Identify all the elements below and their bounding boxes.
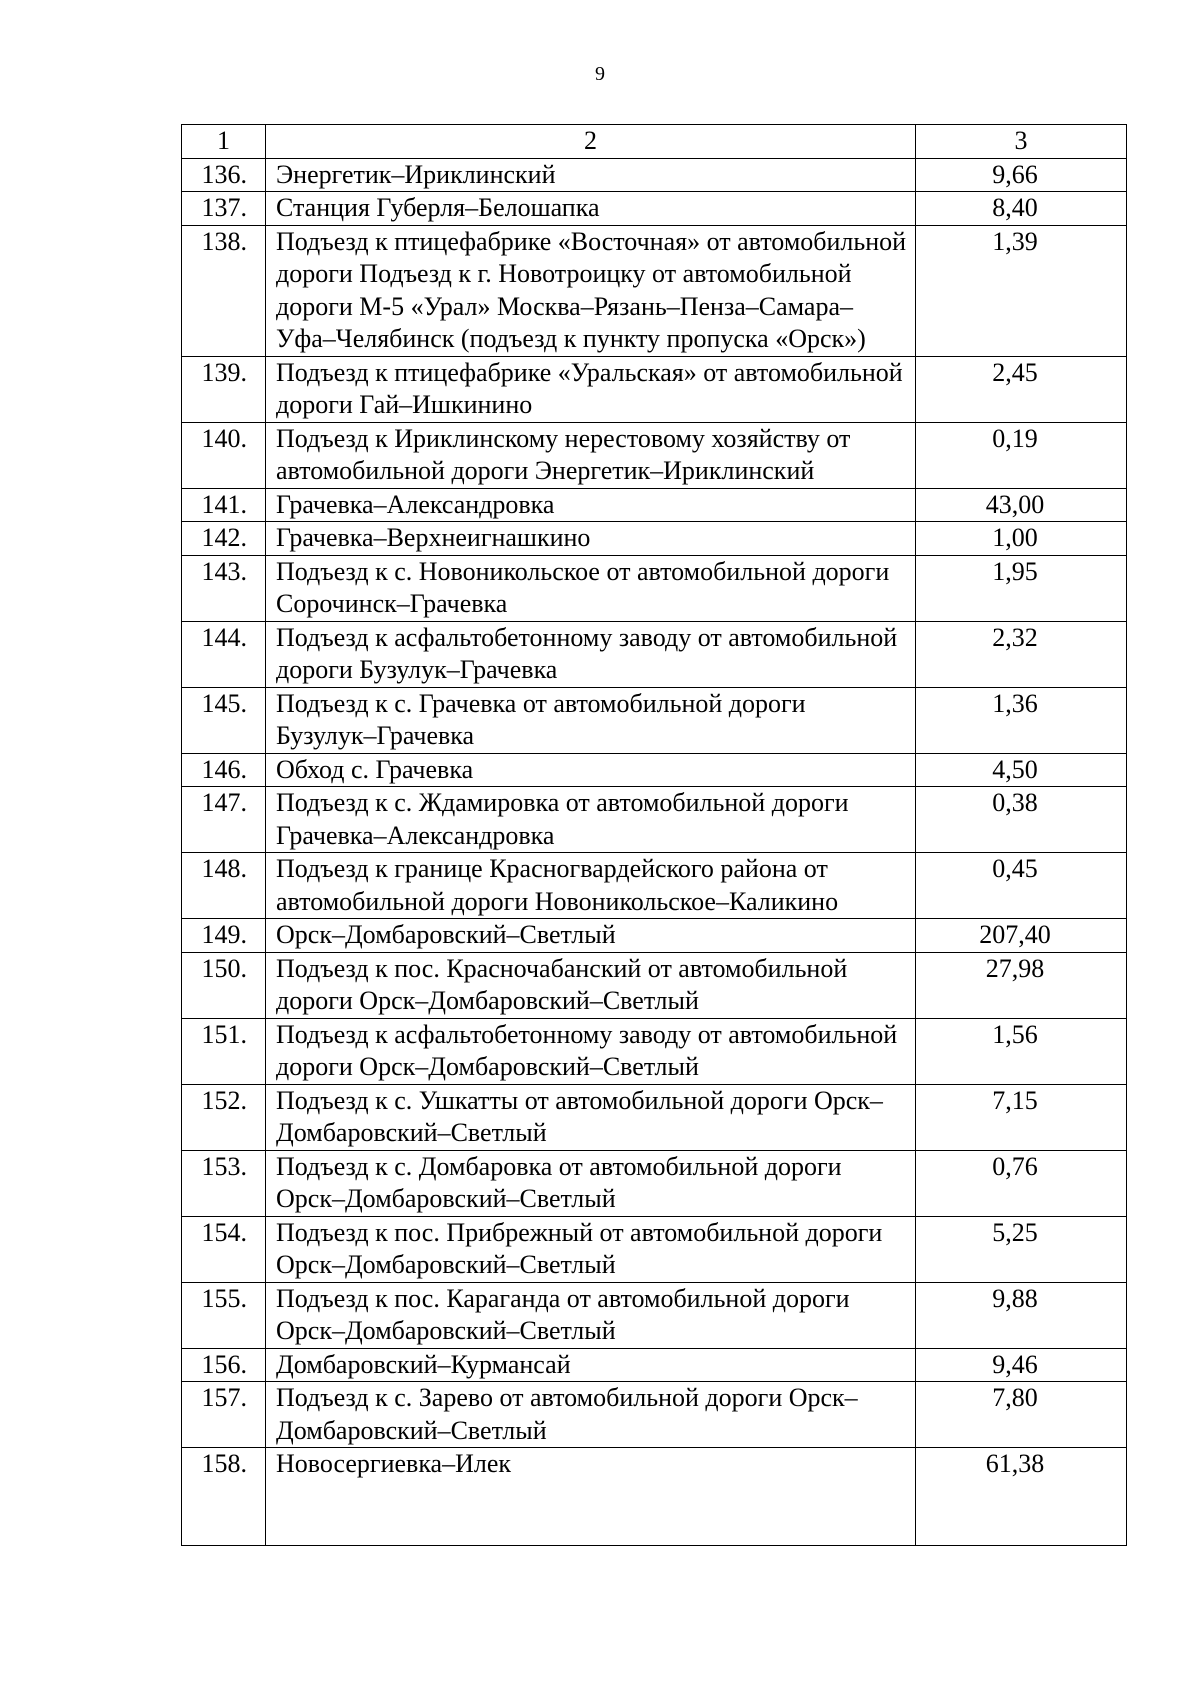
header-col-2: 2 [266,125,916,159]
road-length-cell: 5,25 [916,1216,1127,1282]
road-name-cell: Обход с. Грачевка [266,753,916,787]
road-length-cell: 7,15 [916,1084,1127,1150]
row-number-cell: 154. [182,1216,266,1282]
table-row [182,1382,1127,1448]
road-name-cell: Домбаровский–Курмансай [266,1348,916,1382]
road-length-cell: 1,36 [916,687,1127,753]
table-row [182,1216,1127,1282]
road-name-cell: Подъезд к пос. Караганда от автомобильной дороги Орск–Домбаровский–Светлый [266,1282,916,1348]
table-row [182,1084,1127,1150]
road-length-cell: 0,19 [916,422,1127,488]
table-row [182,1348,1127,1382]
row-number-cell: 146. [182,753,266,787]
road-name-cell: Подъезд к пос. Прибрежный от автомобильной дороги Орск–Домбаровский–Светлый [266,1216,916,1282]
road-name-cell: Подъезд к птицефабрике «Восточная» от автомобильной дороги Подъезд к г. Новотроицку от автомобильной дороги М-5 «Урал» Москва–Рязань–Пенза–Самара–Уфа–Челябинск (подъезд к пункту пропуска «Орск») [266,225,916,356]
row-number-cell: 139. [182,356,266,422]
table-row [182,621,1127,687]
road-name-cell: Подъезд к асфальтобетонному заводу от автомобильной дороги Орск–Домбаровский–Светлый [266,1018,916,1084]
table-row [182,158,1127,192]
table-row [182,488,1127,522]
row-number-cell: 137. [182,192,266,226]
row-number-cell: 144. [182,621,266,687]
row-number-cell: 157. [182,1382,266,1448]
road-name-cell: Подъезд к с. Ушкатты от автомобильной дороги Орск–Домбаровский–Светлый [266,1084,916,1150]
road-name-cell: Энергетик–Ириклинский [266,158,916,192]
table-row [182,1282,1127,1348]
road-length-cell: 2,32 [916,621,1127,687]
road-length-cell: 27,98 [916,952,1127,1018]
table-row [182,1018,1127,1084]
page-number: 9 [595,63,605,85]
table-row [182,1448,1127,1546]
roads-table [181,124,1127,1546]
table-row [182,522,1127,556]
road-length-cell: 43,00 [916,488,1127,522]
road-length-cell: 2,45 [916,356,1127,422]
table-header-row [182,125,1127,159]
table-row [182,753,1127,787]
road-name-cell: Орск–Домбаровский–Светлый [266,919,916,953]
road-name-cell: Подъезд к с. Зарево от автомобильной дороги Орск–Домбаровский–Светлый [266,1382,916,1448]
road-name-cell: Подъезд к пос. Красночабанский от автомобильной дороги Орск–Домбаровский–Светлый [266,952,916,1018]
road-name-cell: Новосергиевка–Илек [266,1448,916,1546]
header-col-3: 3 [916,125,1127,159]
row-number-cell: 151. [182,1018,266,1084]
road-length-cell: 9,46 [916,1348,1127,1382]
row-number-cell: 153. [182,1150,266,1216]
table-row [182,853,1127,919]
road-length-cell: 207,40 [916,919,1127,953]
road-length-cell: 0,38 [916,787,1127,853]
row-number-cell: 141. [182,488,266,522]
road-length-cell: 4,50 [916,753,1127,787]
row-number-cell: 150. [182,952,266,1018]
road-length-cell: 1,56 [916,1018,1127,1084]
row-number-cell: 155. [182,1282,266,1348]
table-row [182,787,1127,853]
row-number-cell: 156. [182,1348,266,1382]
table-row [182,192,1127,226]
road-length-cell: 1,39 [916,225,1127,356]
table-row [182,422,1127,488]
road-name-cell: Станция Губерля–Белошапка [266,192,916,226]
road-name-cell: Подъезд к асфальтобетонному заводу от автомобильной дороги Бузулук–Грачевка [266,621,916,687]
row-number-cell: 145. [182,687,266,753]
road-length-cell: 1,00 [916,522,1127,556]
row-number-cell: 149. [182,919,266,953]
road-length-cell: 1,95 [916,555,1127,621]
row-number-cell: 140. [182,422,266,488]
row-number-cell: 148. [182,853,266,919]
table-row [182,952,1127,1018]
table-row [182,1150,1127,1216]
row-number-cell: 147. [182,787,266,853]
road-name-cell: Подъезд к границе Красногвардейского района от автомобильной дороги Новоникольское–Каликино [266,853,916,919]
road-name-cell: Подъезд к Ириклинскому нерестовому хозяйству от автомобильной дороги Энергетик–Ириклинский [266,422,916,488]
road-length-cell: 8,40 [916,192,1127,226]
table-row [182,356,1127,422]
row-number-cell: 158. [182,1448,266,1546]
header-col-1: 1 [182,125,266,159]
road-length-cell: 0,45 [916,853,1127,919]
road-name-cell: Подъезд к с. Ждамировка от автомобильной дороги Грачевка–Александровка [266,787,916,853]
road-length-cell: 9,88 [916,1282,1127,1348]
road-name-cell: Подъезд к с. Новоникольское от автомобильной дороги Сорочинск–Грачевка [266,555,916,621]
road-length-cell: 7,80 [916,1382,1127,1448]
row-number-cell: 152. [182,1084,266,1150]
row-number-cell: 143. [182,555,266,621]
table-row [182,919,1127,953]
table-row [182,225,1127,356]
road-length-cell: 0,76 [916,1150,1127,1216]
row-number-cell: 138. [182,225,266,356]
road-name-cell: Подъезд к с. Домбаровка от автомобильной дороги Орск–Домбаровский–Светлый [266,1150,916,1216]
road-name-cell: Грачевка–Александровка [266,488,916,522]
table-row [182,555,1127,621]
road-name-cell: Грачевка–Верхнеигнашкино [266,522,916,556]
road-length-cell: 9,66 [916,158,1127,192]
road-name-cell: Подъезд к с. Грачевка от автомобильной дороги Бузулук–Грачевка [266,687,916,753]
table-row [182,687,1127,753]
table-body [182,125,1127,1546]
row-number-cell: 136. [182,158,266,192]
road-length-cell: 61,38 [916,1448,1127,1546]
road-name-cell: Подъезд к птицефабрике «Уральская» от автомобильной дороги Гай–Ишкинино [266,356,916,422]
row-number-cell: 142. [182,522,266,556]
